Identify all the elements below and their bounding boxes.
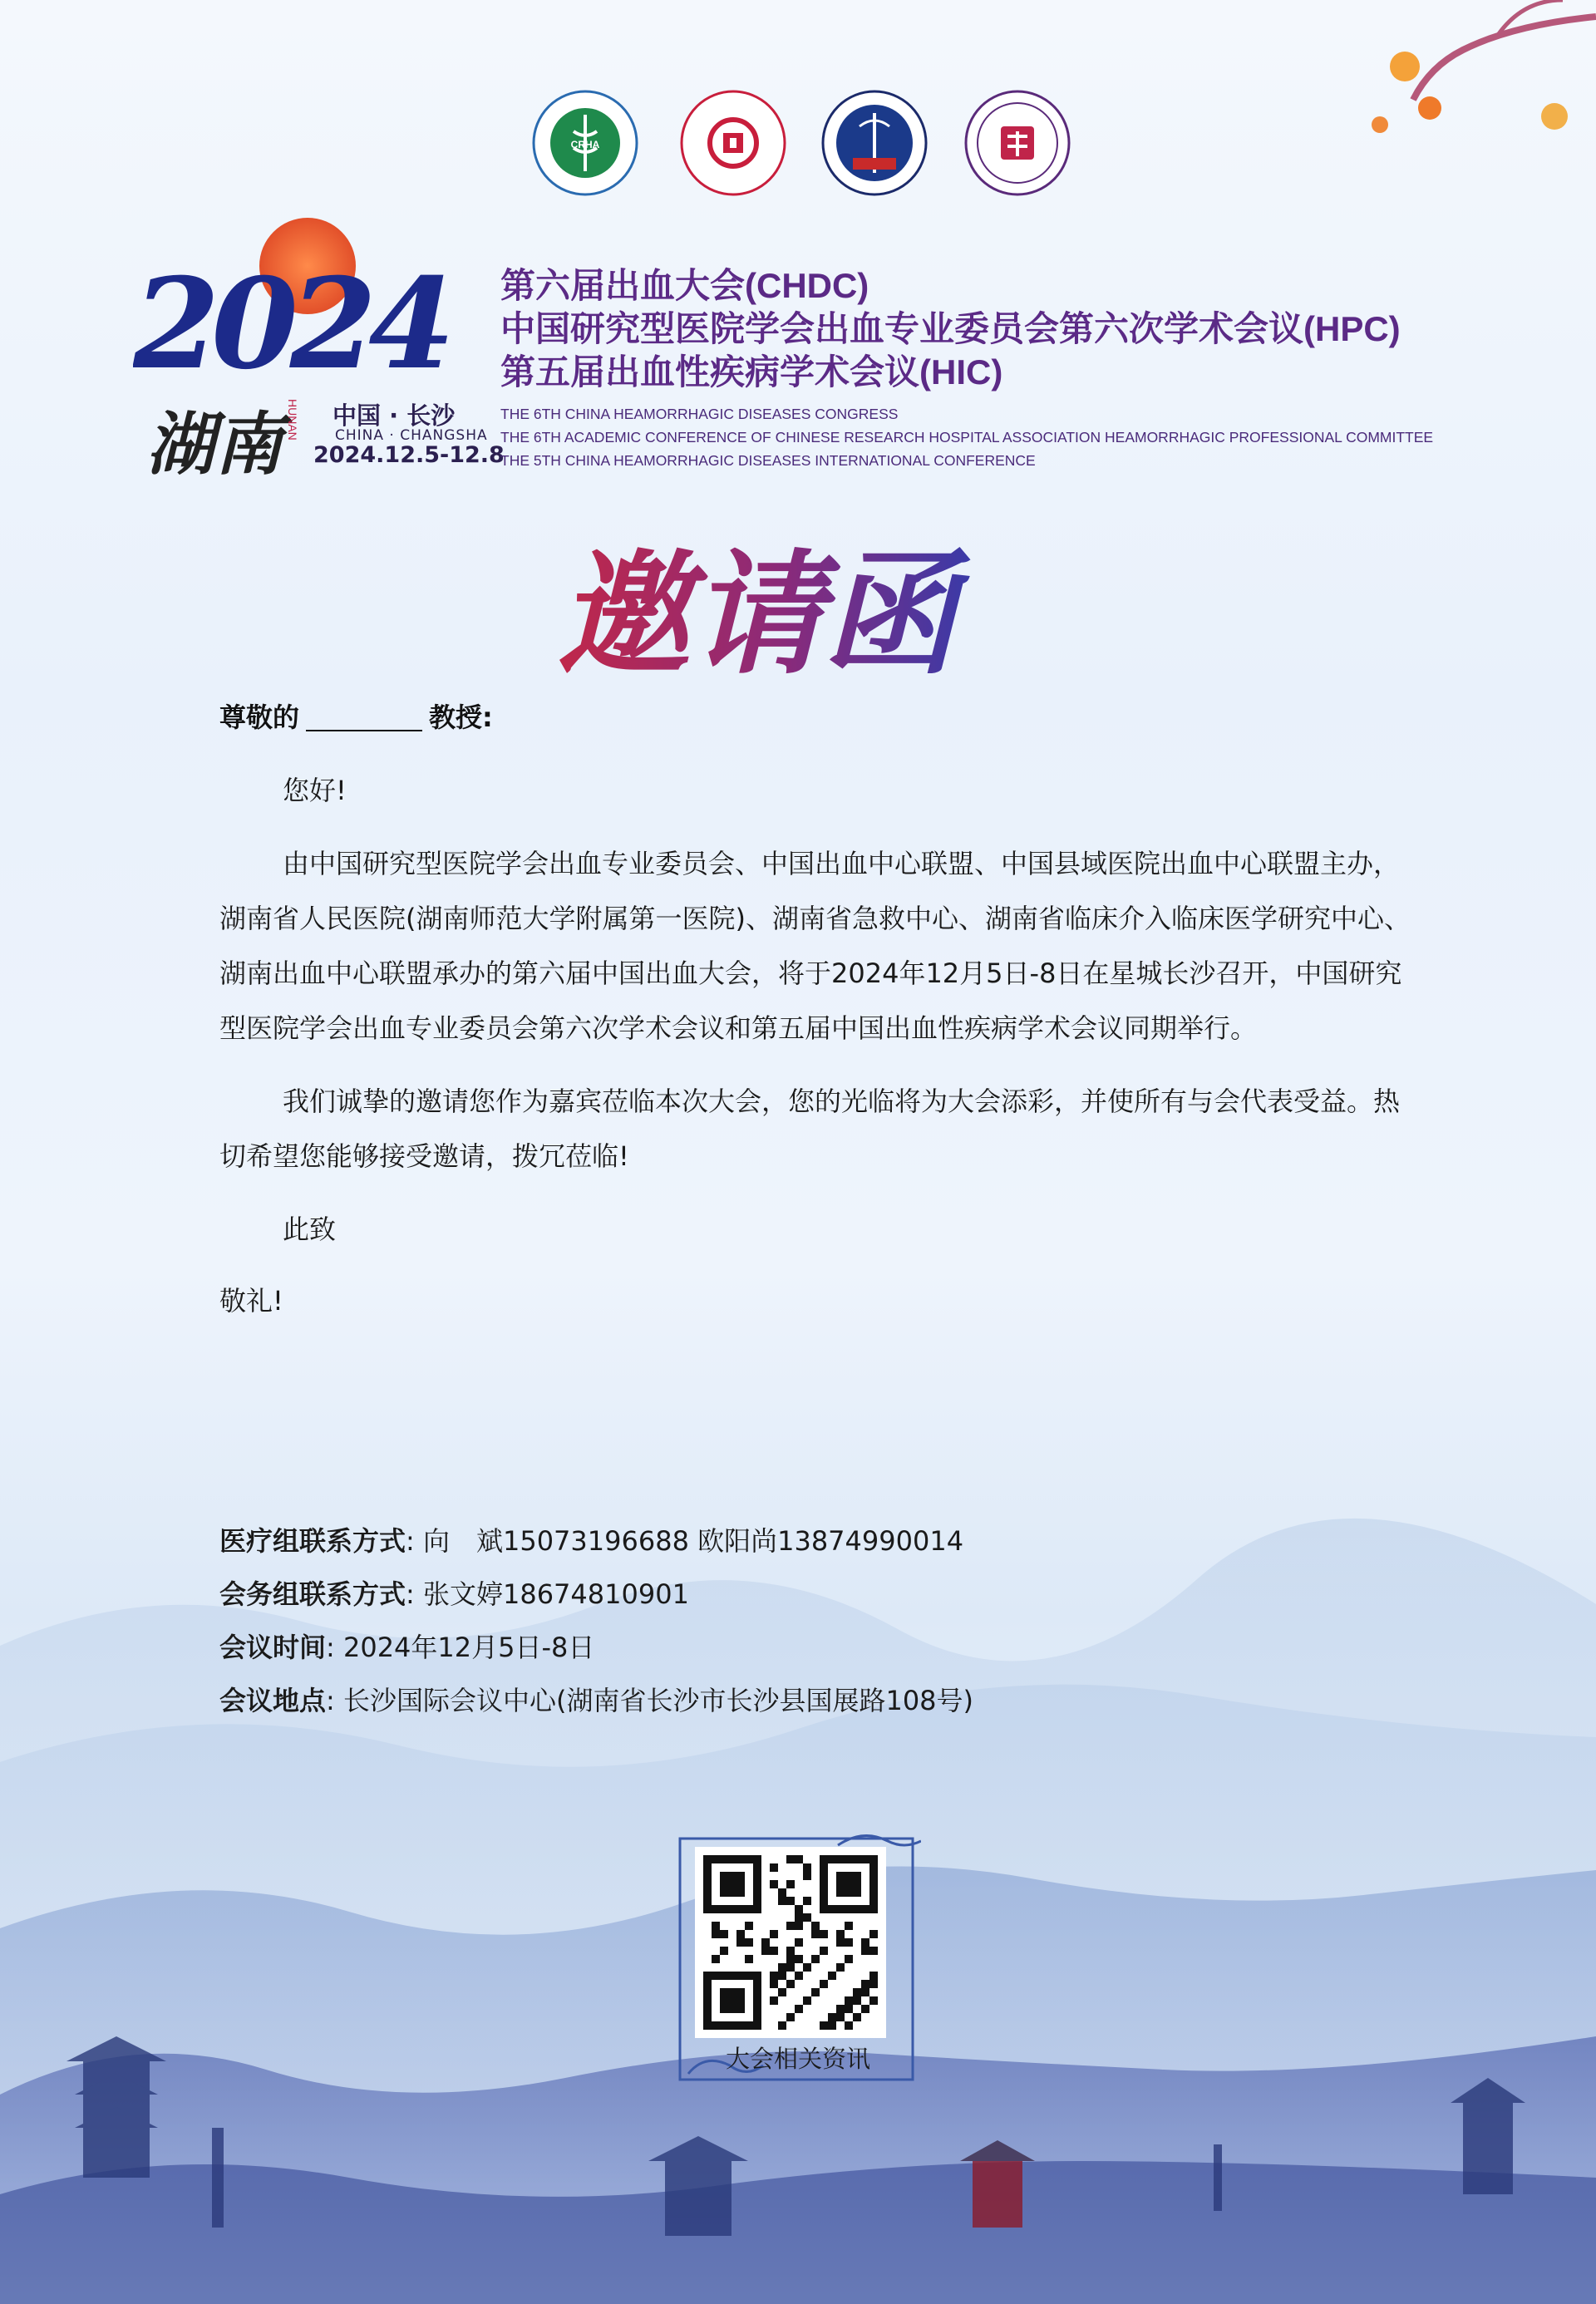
name-blank <box>306 705 422 731</box>
svg-text:CRHA: CRHA <box>570 139 600 150</box>
conference-titles-zh <box>500 264 1401 394</box>
contact-row <box>219 1621 973 1674</box>
salutation-prefix: 尊敬的 <box>219 702 300 733</box>
province-calligraphy: 湖南 <box>146 405 283 485</box>
svg-text:2024: 2024 <box>133 251 447 397</box>
contact-value: 张文婷18674810901 <box>422 1578 689 1610</box>
province-en-label: HUNAN <box>286 399 299 441</box>
title-en-line: THE 6TH CHINA HEAMORRHAGIC DISEASES CONGRESS <box>500 406 899 422</box>
closing-1: 此致 <box>283 1214 337 1245</box>
contact-label: 会议时间 <box>219 1632 327 1663</box>
paragraph-1: 由中国研究型医院学会出血专业委员会、中国出血中心联盟、中国县域医院出血中心联盟主办，湖南省人民医院(湖南师范大学附属第一医院)、湖南省急救中心、湖南省临床介入临床医学研究中心、湖南出血中心联盟承办的第六届中国出血大会，将于2024年12月5日-8日在星城长沙召开，中国研究型医院学会出血专业委员会第六次学术会议和第五届中国出血性疾病学术会议同期举行。 <box>219 848 1411 1044</box>
invitation-title <box>549 524 1064 698</box>
salutation <box>219 697 493 735</box>
title-zh-line: 第六届出血大会(CHDC) <box>500 266 869 305</box>
contact-value: 向 斌15073196688 欧阳尚13874990014 <box>422 1525 964 1557</box>
title-zh-line: 第五届出血性疾病学术会议(HIC) <box>500 352 1003 391</box>
international-hemorrhage-alliance-logo <box>821 90 928 196</box>
conference-date: 2024.12.5-12.8 <box>313 442 505 468</box>
title-zh-line: 中国研究型医院学会出血专业委员会第六次学术会议(HPC) <box>500 309 1401 348</box>
title-en-line: THE 5TH CHINA HEAMORRHAGIC DISEASES INTERNATIONAL CONFERENCE <box>500 452 1036 469</box>
contact-row <box>219 1568 973 1621</box>
contact-sep: : <box>406 1525 423 1557</box>
hemorrhage-center-logo <box>680 90 786 196</box>
partner-logos <box>532 90 1072 198</box>
contact-info <box>219 1514 973 1727</box>
contact-sep: : <box>406 1578 423 1610</box>
hunan-provincial-peoples-hospital-logo <box>964 90 1071 196</box>
city-en: CHINA · CHANGSHA <box>335 427 488 444</box>
city-zh: 中国 · 长沙 <box>332 401 456 430</box>
contact-row <box>219 1514 973 1568</box>
qr-code[interactable] <box>695 1847 886 2038</box>
qr-caption: 大会相关资讯 <box>725 2045 870 2073</box>
conference-titles-en <box>500 402 1433 472</box>
paragraph-2: 我们诚挚的邀请您作为嘉宾莅临本次大会，您的光临将为大会添彩，并使所有与会代表受益。热切希望您能够接受邀请，拨冗莅临! <box>219 1086 1401 1172</box>
contact-row <box>219 1674 973 1727</box>
crha-logo <box>532 90 638 196</box>
contact-sep: : <box>326 1685 343 1716</box>
salutation-suffix: 教授: <box>429 702 493 733</box>
contact-label: 会务组联系方式 <box>219 1578 406 1610</box>
title-en-line: THE 6TH ACADEMIC CONFERENCE OF CHINESE RESEARCH HOSPITAL ASSOCIATION HEAMORRHAGIC PROFESSIONAL COMMITTEE <box>500 429 1434 446</box>
closing-2: 敬礼! <box>219 1285 283 1317</box>
contact-label: 会议地点 <box>219 1685 327 1716</box>
contact-label: 医疗组联系方式 <box>219 1525 406 1557</box>
contact-value: 2024年12月5日-8日 <box>342 1632 595 1663</box>
greeting: 您好! <box>283 775 347 806</box>
contact-sep: : <box>326 1632 343 1663</box>
svg-text:邀请函: 邀请函 <box>557 536 957 692</box>
contact-value: 长沙国际会议中心(湖南省长沙市长沙县国展路108号) <box>342 1685 974 1716</box>
letter-body <box>219 763 1416 1328</box>
